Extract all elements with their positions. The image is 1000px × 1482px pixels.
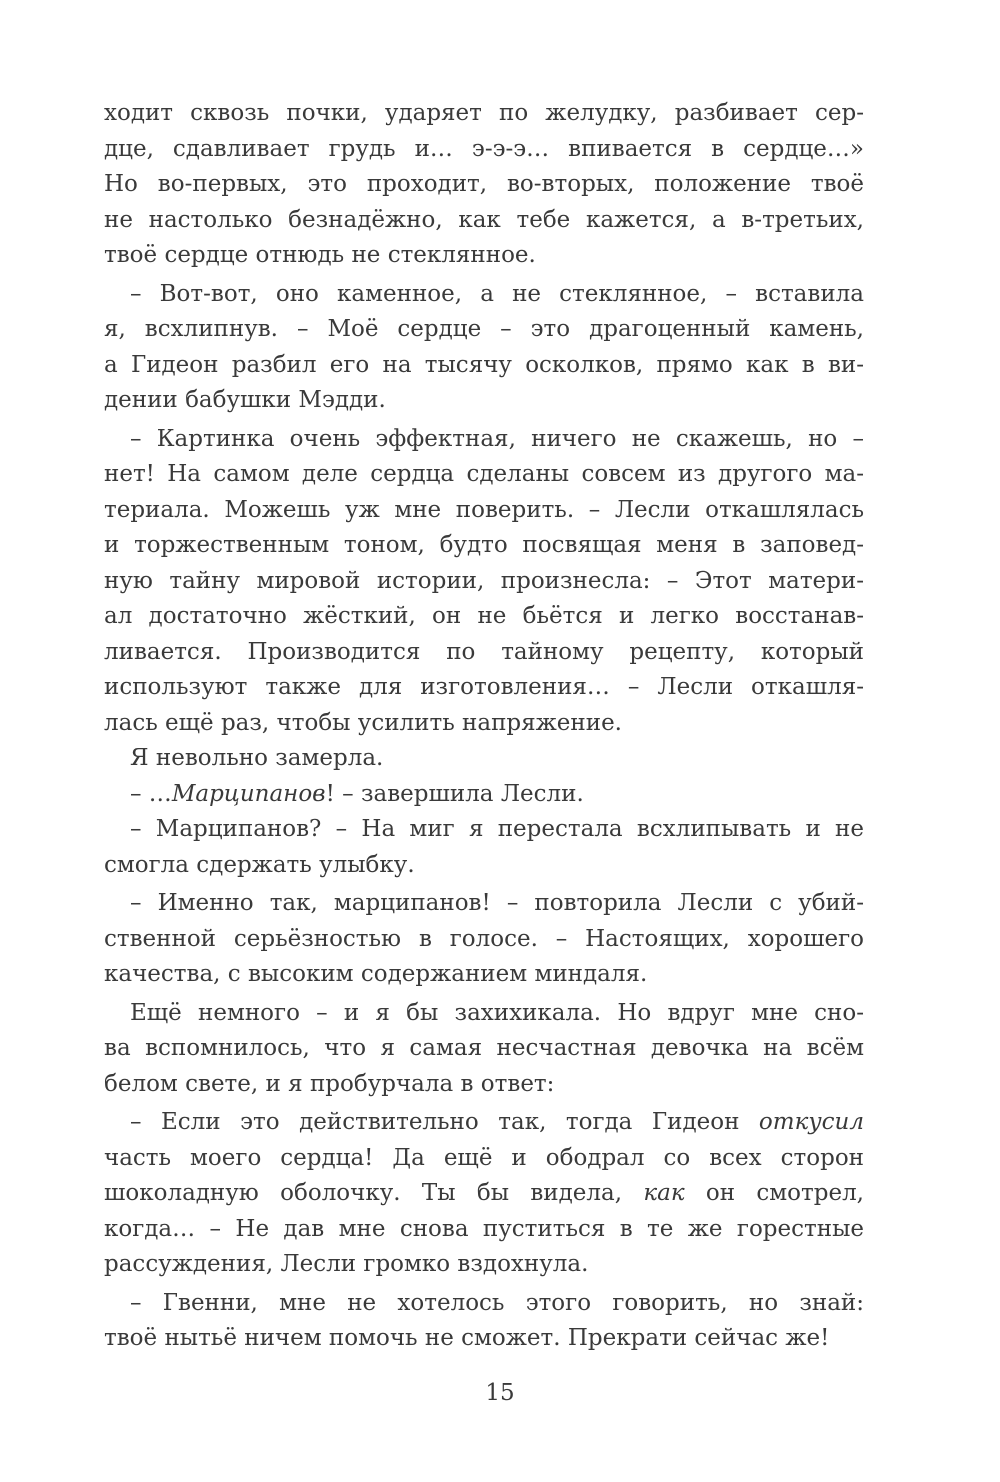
page-number: 15: [485, 1380, 515, 1406]
text-line: ную тайну мировой истории, произнесла: – Этот матери-: [104, 567, 864, 594]
text-line: – …Марципанов! – завершила Лесли.: [130, 780, 584, 807]
paragraph: [104, 422, 864, 742]
text-line: шоколадную оболочку. Ты бы видела, как он смотрел,: [104, 1180, 864, 1206]
paragraph: [104, 277, 864, 419]
text-line: ва вспомнилось, что я самая несчастная девочка на всём: [104, 1035, 864, 1061]
italic-emphasis: Марципанов: [171, 780, 326, 807]
paragraph: [104, 777, 864, 813]
text-line: смогла сдержать улыбку.: [104, 851, 415, 878]
italic-emphasis: как: [643, 1180, 685, 1206]
text-line: я, всхлипнув. – Моё сердце – это драгоценный камень,: [104, 316, 864, 342]
paragraph: [104, 886, 864, 993]
text-line: – Гвенни, мне не хотелось этого говорить, но знай:: [130, 1289, 864, 1316]
paragraph: [104, 1105, 864, 1283]
text-line: лась ещё раз, чтобы усилить напряжение.: [104, 709, 622, 736]
text-line: дце, сдавливает грудь и… э-э-э… впивается в сердце…»: [104, 135, 864, 162]
text-line: качества, с высоким содержанием миндаля.: [104, 961, 648, 987]
text-line: – Вот-вот, оно каменное, а не стеклянное, – вставила: [130, 280, 864, 307]
text-line: Но во-первых, это проходит, во-вторых, положение твоё: [104, 171, 864, 197]
text-line: ливается. Производится по тайному рецепту, который: [104, 638, 864, 665]
text-line: не настолько безнадёжно, как тебе кажется, а в-третьих,: [104, 206, 864, 233]
text-line: ал достаточно жёсткий, он не бьётся и легко восстанав-: [104, 603, 864, 629]
text-line: – Если это действительно так, тогда Гидеон откусил: [130, 1109, 864, 1135]
text-line: белом свете, и я пробурчала в ответ:: [104, 1070, 555, 1097]
text-line: териала. Можешь уж мне поверить. – Лесли откашлялась: [104, 496, 864, 523]
paragraph: [104, 1286, 864, 1357]
text-line: твоё сердце отнюдь не стеклянное.: [104, 242, 536, 268]
paragraph: [104, 741, 864, 777]
text-line: а Гидеон разбил его на тысячу осколков, прямо как в ви-: [104, 351, 864, 378]
paragraph: [104, 812, 864, 883]
text-line: – Картинка очень эффектная, ничего не скажешь, но –: [130, 425, 864, 452]
text-line: ственной серьёзностью в голосе. – Настоящих, хорошего: [104, 925, 864, 952]
paragraph: [104, 96, 864, 274]
text-line: Ещё немного – и я бы захихикала. Но вдруг мне сно-: [130, 999, 864, 1026]
italic-emphasis: откусил: [758, 1109, 864, 1135]
text-line: твоё нытьё ничем помочь не сможет. Прекрати сейчас же!: [104, 1325, 830, 1351]
text-line: используют также для изготовления… – Лесли откашля-: [104, 674, 864, 700]
text-line: дении бабушки Мэдди.: [104, 387, 386, 413]
text-line: – Марципанов? – На миг я перестала всхлипывать и не: [130, 816, 864, 842]
body-text: [104, 96, 864, 1357]
text-line: Я невольно замерла.: [130, 745, 384, 771]
text-line: рассуждения, Лесли громко вздохнула.: [104, 1251, 589, 1277]
text-line: и торжественным тоном, будто посвящая меня в заповед-: [104, 532, 864, 558]
text-line: нет! На самом деле сердца сделаны совсем из другого ма-: [104, 461, 864, 487]
text-line: – Именно так, марципанов! – повторила Лесли с убий-: [130, 890, 864, 916]
text-line: ходит сквозь почки, ударяет по желудку, разбивает сер-: [104, 100, 864, 126]
text-line: когда… – Не дав мне снова пуститься в те же горестные: [104, 1215, 864, 1242]
text-line: часть моего сердца! Да ещё и ободрал со всех сторон: [104, 1144, 864, 1171]
paragraph: [104, 996, 864, 1103]
